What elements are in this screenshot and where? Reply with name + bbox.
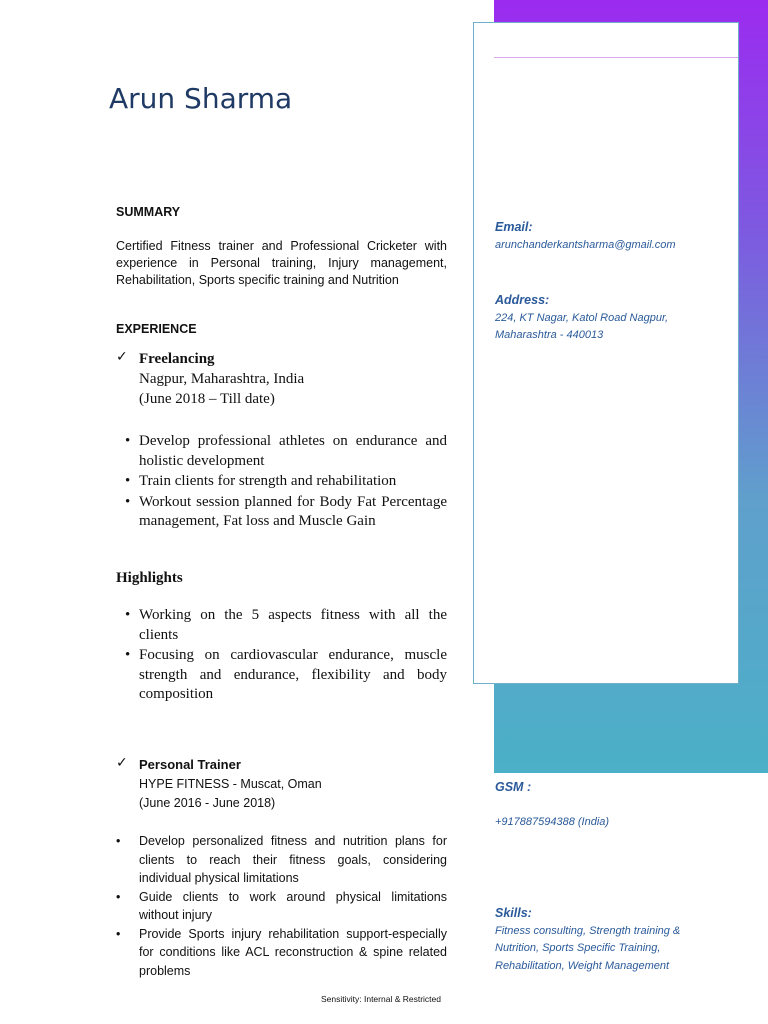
list-item: • Working on the 5 aspects fitness with all the clients (116, 606, 447, 645)
list-item: • Focusing on cardiovascular endurance, muscle strength and endurance, flexibility and body composition (116, 646, 447, 705)
job-dates-2: (June 2016 - June 2018) (139, 796, 276, 810)
list-item: • Develop personalized fitness and nutrition plans for clients to reach their fitness goals, considering individual physical limitations (116, 832, 447, 888)
candidate-name: Arun Sharma (109, 82, 293, 115)
job-location-1: Nagpur, Maharashtra, India (139, 371, 305, 387)
card-divider (494, 57, 738, 58)
address-label: Address: (495, 293, 550, 307)
list-item: • Train clients for strength and rehabilitation (116, 472, 447, 492)
job1-bullet-list (116, 432, 447, 533)
email-label: Email: (495, 220, 533, 234)
job-title-personal-trainer: Personal Trainer (139, 757, 241, 772)
job-location-2: HYPE FITNESS - Muscat, Oman (139, 777, 322, 791)
address-line-2: Maharashtra - 440013 (495, 329, 604, 341)
skills-line-3: Rehabilitation, Weight Management (495, 960, 670, 972)
sensitivity-footer: Sensitivity: Internal & Restricted (321, 994, 441, 1004)
job-dates-1: (June 2018 – Till date) (139, 391, 275, 407)
job-title-freelancing: Freelancing (139, 351, 215, 367)
check-icon: ✓ (116, 755, 128, 771)
contact-card (473, 22, 739, 684)
list-item: • Guide clients to work around physical limitations without injury (116, 888, 447, 925)
skills-line-2: Nutrition, Sports Specific Training, (495, 942, 661, 954)
email-value[interactable]: arunchanderkantsharma@gmail.com (495, 239, 676, 251)
job2-bullet-list (116, 832, 447, 980)
gsm-value[interactable]: +917887594388 (India) (495, 816, 610, 828)
summary-heading: SUMMARY (116, 205, 181, 219)
experience-heading: EXPERIENCE (116, 322, 197, 336)
list-item: • Workout session planned for Body Fat Percentage management, Fat loss and Muscle Gain (116, 493, 447, 532)
highlights-heading: Highlights (116, 570, 183, 586)
summary-text: Certified Fitness trainer and Professional Cricketer with experience in Personal training, Injury management, Rehabilitation, Sports specific training and Nutrition (116, 239, 447, 287)
check-icon: ✓ (116, 349, 128, 365)
skills-line-1: Fitness consulting, Strength training & (495, 925, 681, 937)
skills-label: Skills: (495, 906, 532, 920)
gsm-label: GSM : (495, 780, 532, 794)
address-line-1: 224, KT Nagar, Katol Road Nagpur, (495, 312, 669, 324)
highlights-list (116, 606, 447, 706)
list-item: • Provide Sports injury rehabilitation support-especially for conditions like ACL reconstruction & spine related problems (116, 925, 447, 981)
list-item: • Develop professional athletes on endurance and holistic development (116, 432, 447, 471)
